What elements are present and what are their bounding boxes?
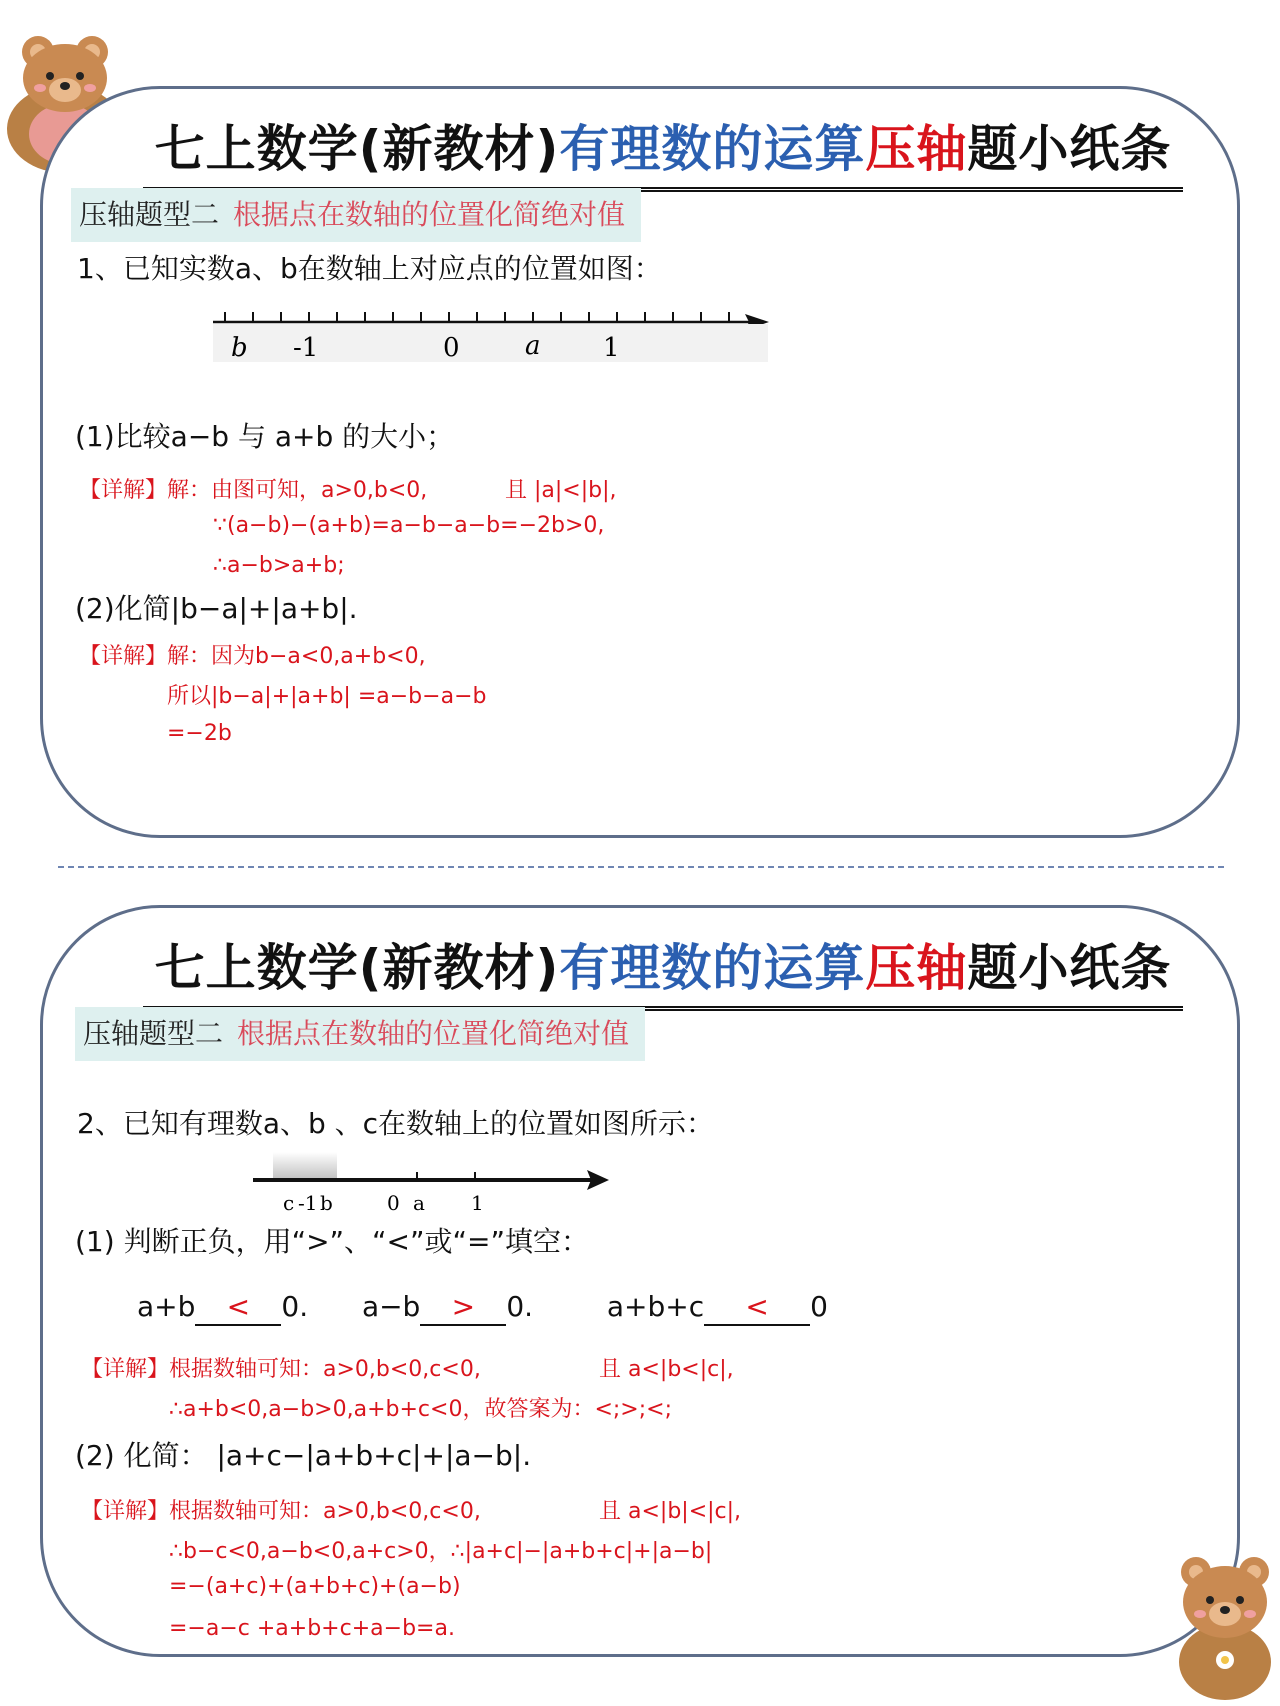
nl2-label-neg1: -1 [298, 1191, 318, 1215]
question-2-2: (2) 化简： |a+c−|a+b+c|+|a−b|. [75, 1439, 532, 1472]
nl2-label-c: c [283, 1191, 295, 1215]
answer-2-1-line2: ∴a+b<0,a−b>0,a+b+c<0，故答案为：<;>;<; [169, 1397, 672, 1422]
fill-blank-2[interactable]: > [420, 1290, 506, 1326]
nl1-label-b: b [231, 333, 248, 363]
problem-stem-2: 2、已知有理数a、b 、c在数轴上的位置如图所示： [77, 1107, 715, 1140]
question-1-2: (2)化简|b−a|+|a+b|. [75, 592, 358, 625]
answer-2-2-line1: 【详解】根据数轴可知：a>0,b<0,c<0, [81, 1499, 481, 1524]
answer-1-2-line2: 所以|b−a|+|a+b| =a−b−a−b [167, 684, 487, 709]
nl2-label-b: b [320, 1191, 333, 1215]
answer-1-1-line1b: 且 |a|<|b|, [505, 478, 617, 503]
section-badge: 压轴题型二 根据点在数轴的位置化简绝对值 [71, 188, 641, 242]
answer-1-2-line1: 【详解】解：因为b−a<0,a+b<0, [79, 644, 426, 669]
nl2-label-1: 1 [471, 1191, 484, 1215]
nl2-label-a: a [413, 1191, 425, 1215]
answer-2-2-line2: ∴b−c<0,a−b<0,a+c>0，∴|a+c|−|a+b+c|+|a−b| [169, 1539, 713, 1564]
answer-1-1-line1: 【详解】解：由图可知，a>0,b<0, [79, 478, 428, 503]
answer-2-1-line1: 【详解】根据数轴可知：a>0,b<0,c<0, [81, 1357, 481, 1382]
section-badge-2: 压轴题型二 根据点在数轴的位置化简绝对值 [75, 1007, 645, 1061]
fill-rhs-1: 0. [281, 1290, 309, 1323]
answer-1-2-line3: =−2b [167, 721, 232, 746]
nl2-label-0: 0 [387, 1191, 400, 1215]
fill-rhs-2: 0. [506, 1290, 534, 1323]
nl1-label-neg1: -1 [293, 333, 319, 363]
answer-2-2-line4: =−a−c +a+b+c+a−b=a. [169, 1616, 455, 1641]
fill-blank-1[interactable]: < [195, 1290, 281, 1326]
page-title: 七上数学(新教材)有理数的运算压轴题小纸条 [143, 109, 1183, 192]
answer-1-1-line2: ∵(a−b)−(a+b)=a−b−a−b=−2b>0, [213, 513, 605, 538]
fill-blank-3[interactable]: < [704, 1290, 810, 1326]
number-line-figure-2 [253, 1148, 613, 1218]
nl1-label-0: 0 [443, 333, 460, 363]
fill-blank-row [137, 1290, 828, 1326]
question-2-1: (1) 判断正负，用“>”、“<”或“=”填空： [75, 1225, 589, 1258]
answer-1-1-line3: ∴a−b>a+b; [213, 553, 345, 578]
fill-expr-2: a−b [361, 1290, 421, 1323]
answer-2-2-line1b: 且 a<|b|<|c|, [599, 1499, 742, 1524]
fill-rhs-3: 0 [810, 1290, 828, 1323]
fill-expr-3: a+b+c [606, 1290, 705, 1323]
fill-expr-1: a+b [137, 1290, 196, 1323]
answer-2-2-line3: =−(a+c)+(a+b+c)+(a−b) [169, 1574, 461, 1599]
page-title-2: 七上数学(新教材)有理数的运算压轴题小纸条 [143, 928, 1183, 1011]
bear-sticker-bottom-icon [1168, 1552, 1278, 1702]
problem-stem: 1、已知实数a、b在数轴上对应点的位置如图： [77, 252, 662, 285]
nl1-label-a: a [525, 331, 541, 361]
card-problem-1 [40, 86, 1240, 838]
dashed-separator [58, 866, 1224, 868]
number-line-figure [213, 304, 773, 374]
card-problem-2 [40, 905, 1240, 1657]
nl1-label-1: 1 [603, 333, 620, 363]
question-1-1: (1)比较a−b 与 a+b 的大小； [75, 420, 455, 453]
answer-2-1-line1b: 且 a<|b<|c|, [599, 1357, 734, 1382]
